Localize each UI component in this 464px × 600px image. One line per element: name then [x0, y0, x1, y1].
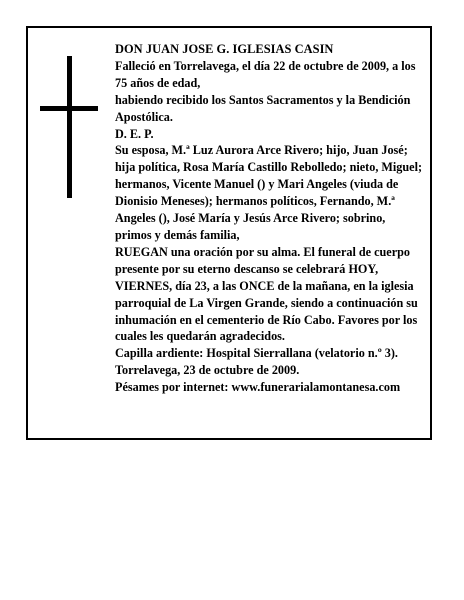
sacraments-line: habiendo recibido los Santos Sacramentos y la Bendición Apostólica. [115, 92, 411, 124]
family-paragraph: Su esposa, M.ª Luz Aurora Arce Rivero; hijo, Juan José; hija política, Rosa María Castillo Rebolledo; nieto, Miguel; hermanos, Vicente Manuel () y Mari Angeles (viuda de Dionisio Meneses); hermanos políticos, Fernando, M.ª Angeles (), José María y Jesús Arce Rivero; sobrino, primos y demás familia, [115, 143, 423, 242]
death-line: Falleció en Torrelavega, el día 22 de octubre de 2009, a los 75 años de edad, [115, 58, 416, 90]
condolences-line: Pésames por internet: www.funerarialamontanesa.com [115, 380, 401, 395]
cross-vertical-bar [67, 56, 72, 198]
deceased-name: DON JUAN JOSE G. IGLESIAS CASIN [115, 42, 334, 56]
latin-cross-icon [40, 56, 98, 198]
funeral-request: RUEGAN una oración por su alma. El funeral de cuerpo presente por su eterno descanso se celebrará HOY, VIERNES, día 23, a las ONCE de la mañana, en la iglesia parroquial de La Virgen Grande, siendo a continuación su inhumación en el cementerio de Río Cabo. Favores por los cuales les quedarán agradecidos. [115, 244, 418, 344]
chapel-line: Capilla ardiente: Hospital Sierrallana (velatorio n.º 3). [115, 346, 398, 361]
notice-text [115, 41, 423, 396]
place-date-line: Torrelavega, 23 de octubre de 2009. [115, 363, 300, 378]
cross-horizontal-bar [40, 106, 98, 111]
dep-line: D. E. P. [115, 126, 154, 141]
obituary-notice [26, 26, 432, 440]
